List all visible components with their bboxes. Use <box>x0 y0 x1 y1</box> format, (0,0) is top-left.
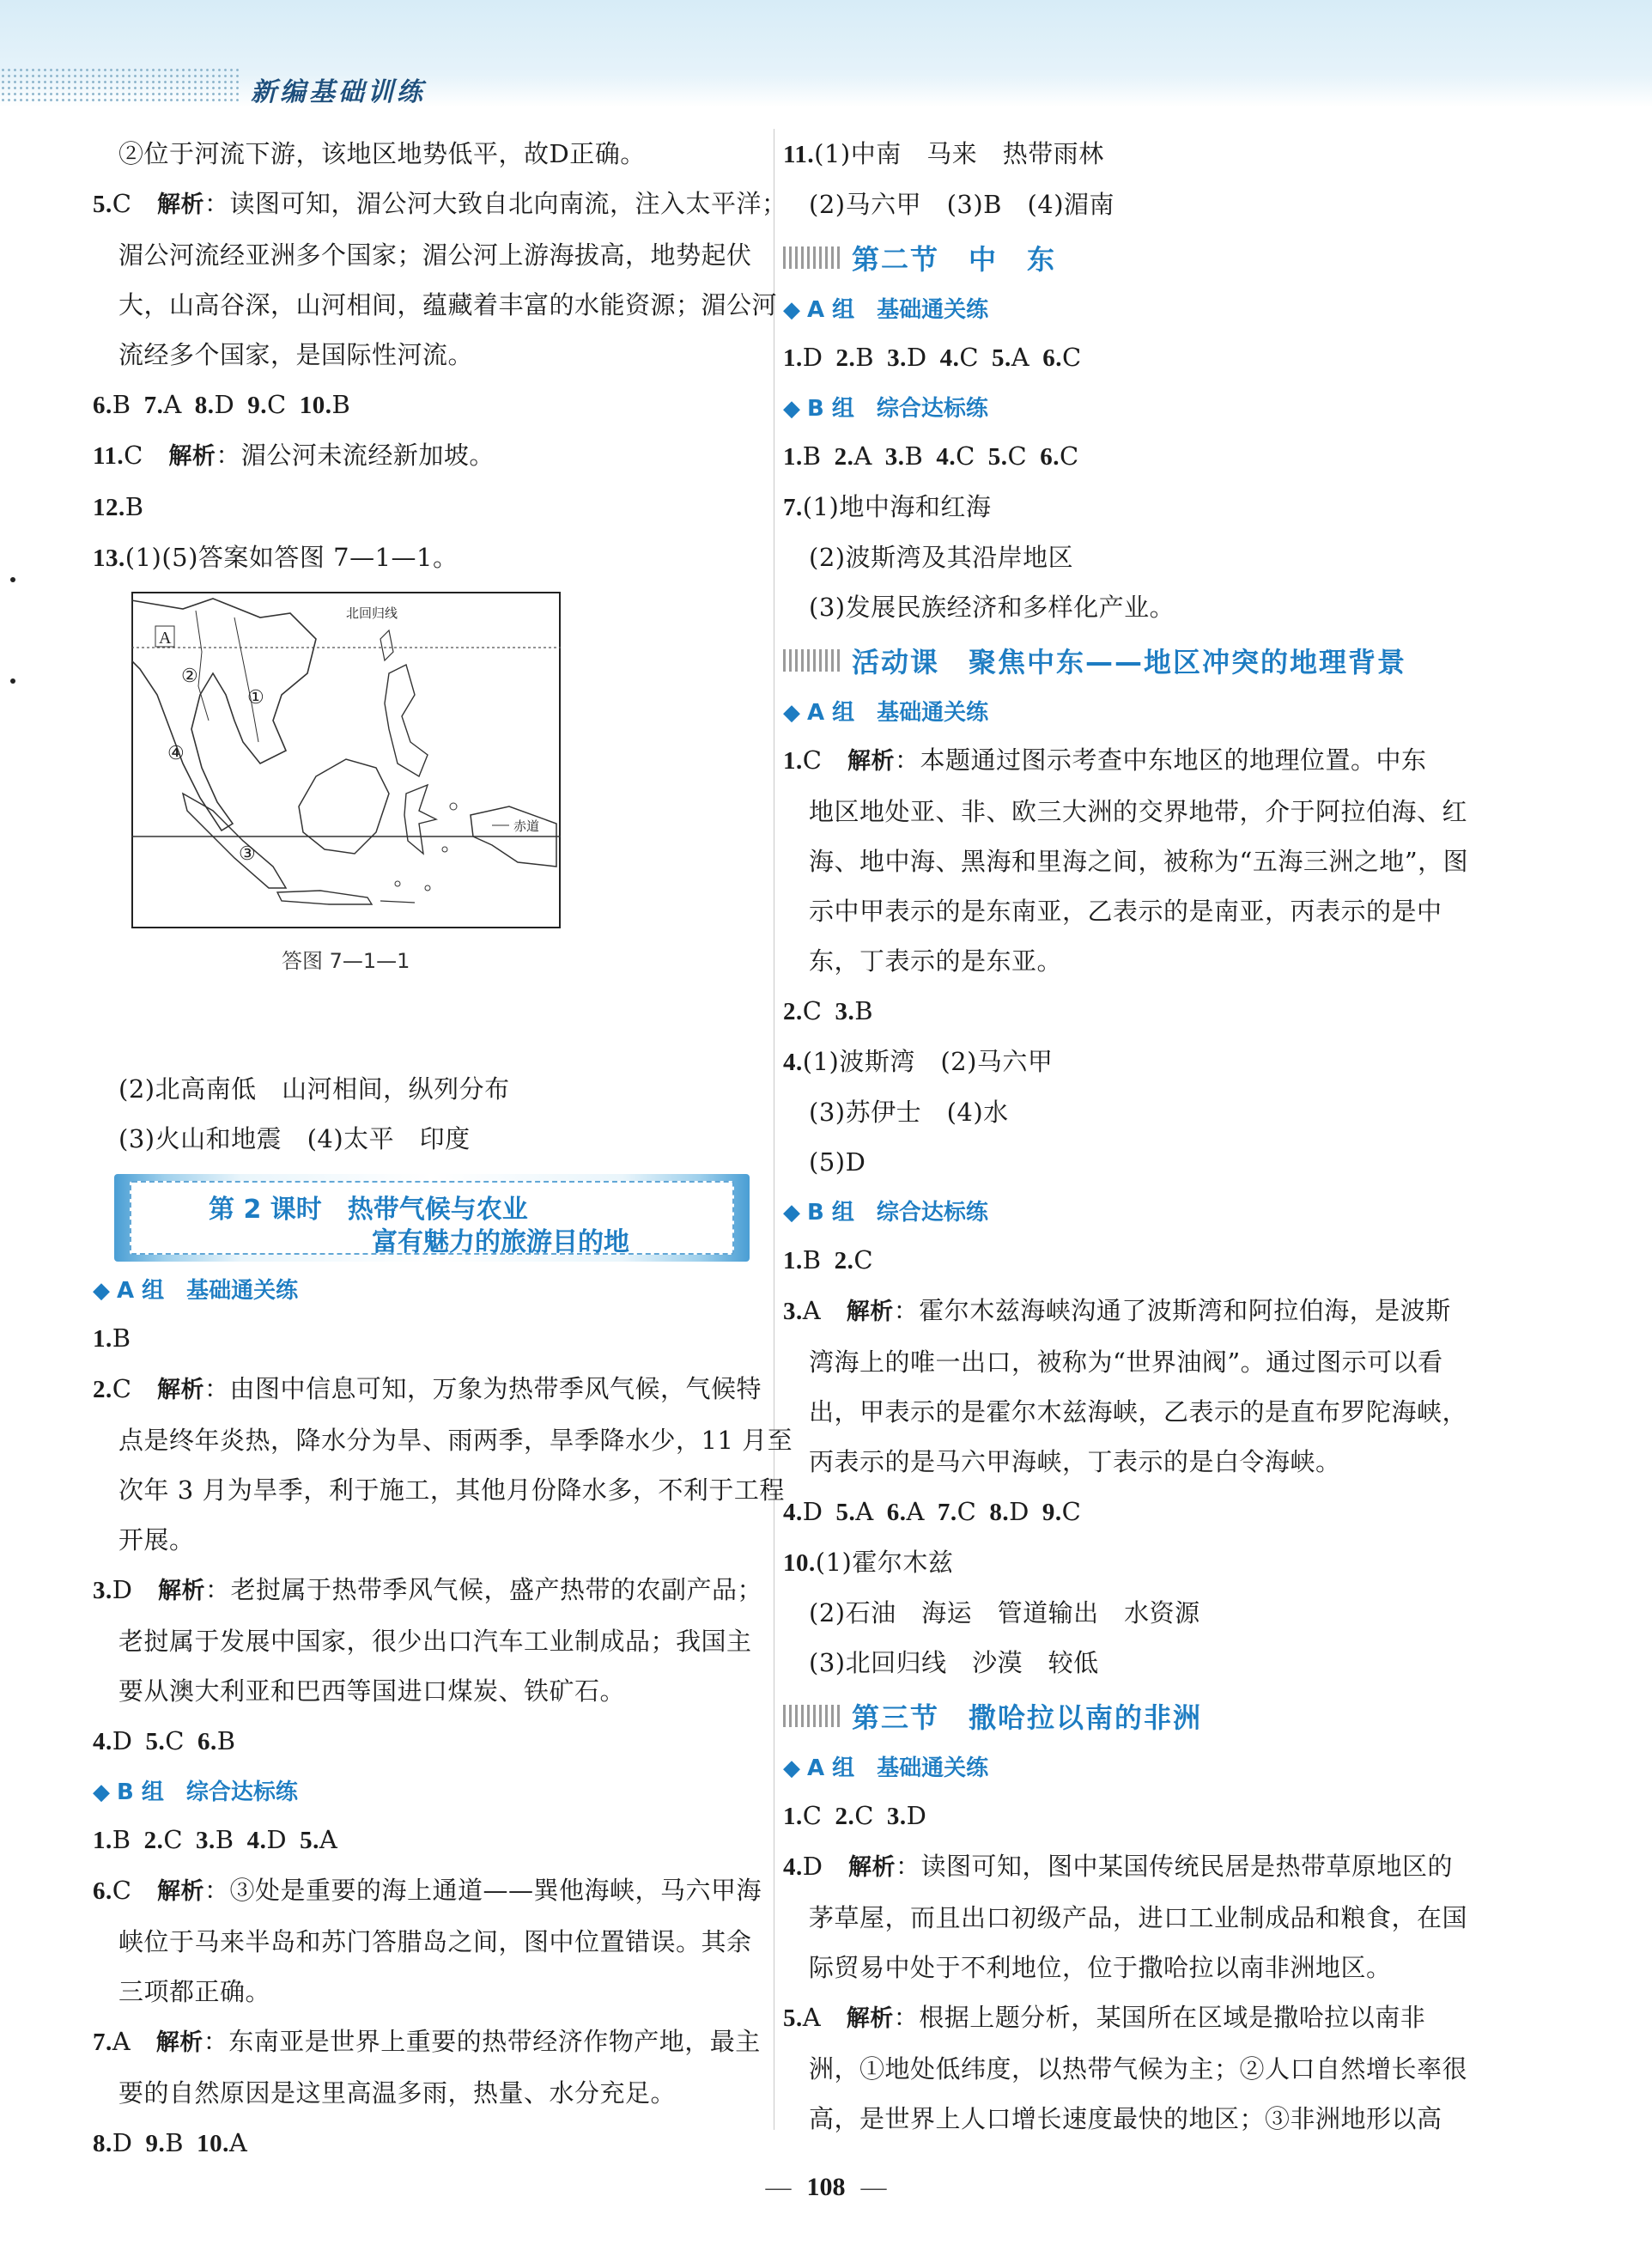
left-mid-answers <box>93 1064 767 1164</box>
diamond-icon: ◆ <box>783 297 800 323</box>
answer-text: B <box>165 2128 185 2157</box>
question-number: 10. <box>197 2130 229 2157</box>
answer-text: 湾海上的唯一出口，被称为“世界油阀”。通过图示可以看 <box>809 1347 1443 1377</box>
question-number: 1. <box>783 747 803 775</box>
diamond-icon: ◆ <box>93 1278 110 1304</box>
question-number: 6. <box>93 1877 112 1905</box>
lesson-title-line1: 第 2 课时 热带气候与农业 <box>209 1195 528 1225</box>
answer-text: A <box>163 390 182 419</box>
answer-line <box>93 1313 767 1364</box>
answer-line <box>93 2017 767 2068</box>
answer-text: C <box>163 1825 184 1854</box>
answer-text: (1)(5)答案如答图 7—1—1。 <box>125 543 459 572</box>
answer-line <box>93 1515 767 1565</box>
activity-group-a-answers <box>783 735 1469 1187</box>
question-number: 11. <box>783 141 815 168</box>
question-number: 4. <box>783 1049 803 1076</box>
question-number: 11. <box>93 442 125 470</box>
answer-line <box>783 332 1461 383</box>
question-number: 6. <box>1042 344 1062 372</box>
answer-line <box>93 2118 767 2169</box>
question-number: 3. <box>887 344 907 372</box>
answer-text: C <box>1062 343 1082 372</box>
answer-text: C <box>1007 441 1028 471</box>
question-number: 2. <box>834 1247 854 1274</box>
answer-line <box>783 532 1461 582</box>
southeast-asia-map <box>131 592 561 928</box>
question-number: 4. <box>783 1499 803 1526</box>
answer-line <box>783 2044 1468 2094</box>
answer-text: 海、地中海、黑海和里海之间，被称为“五海三洲之地”，图 <box>809 847 1469 876</box>
question-number: 6. <box>886 1499 907 1526</box>
answer-line <box>783 886 1461 936</box>
question-number: 5. <box>987 443 1008 471</box>
answer-line <box>93 1565 767 1616</box>
answer-text: B <box>125 492 144 521</box>
answer-line <box>93 482 767 532</box>
question-number: 6. <box>1040 443 1060 471</box>
answer-text: A <box>1011 343 1030 372</box>
right-column <box>783 129 1469 2144</box>
answer-line <box>783 1791 1461 1841</box>
book-series-title: 新编基础训练 <box>251 77 426 107</box>
lesson-title-frame <box>130 1181 734 1255</box>
answer-text: C <box>802 996 823 1025</box>
answer-line <box>93 1415 793 1465</box>
answer-line <box>93 1616 767 1666</box>
answer-line <box>93 1364 767 1415</box>
answer-text: (1)地中海和红海 <box>802 492 992 521</box>
page-header-band <box>0 0 1652 107</box>
answer-text: C <box>165 1726 185 1755</box>
answer-text: B <box>855 343 875 372</box>
answer-text: (2)石油 海运 管道输出 水资源 <box>809 1598 1200 1627</box>
answer-text: D <box>906 343 927 372</box>
question-number: 10. <box>299 392 332 419</box>
question-number: 2. <box>834 443 854 471</box>
explanation-label: 解析 <box>156 192 204 218</box>
answer-line <box>783 1588 1461 1638</box>
sec2-group-b-answers <box>783 431 1461 632</box>
answer-text: 流经多个国家，是国际性河流。 <box>118 340 474 369</box>
question-number: 7. <box>937 1499 957 1526</box>
answer-line <box>783 1387 1468 1437</box>
left-column <box>93 129 793 2169</box>
question-number: 7. <box>783 494 803 521</box>
answer-text: D <box>802 1852 823 1881</box>
explanation-label: 解析 <box>156 1878 204 1905</box>
answer-text: 要从澳大利亚和巴西等国进口煤炭、铁矿石。 <box>118 1676 626 1706</box>
question-number: 5. <box>145 1728 166 1755</box>
group-a-heading: ◆ A 组 基础通关练 <box>93 1278 299 1304</box>
question-number: 2. <box>783 998 803 1025</box>
answer-line <box>93 1114 767 1164</box>
question-number: 5. <box>783 2004 803 2032</box>
question-number: 7. <box>93 2029 112 2056</box>
question-number: 1. <box>783 344 803 372</box>
answer-text: 要的自然原因是这里高温多雨，热量、水分充足。 <box>118 2078 677 2108</box>
diamond-icon: ◆ <box>783 396 800 422</box>
answer-text: 峡位于马来半岛和苏门答腊岛之间，图中位置错误。其余 <box>118 1927 752 1956</box>
question-number: 13. <box>93 544 125 572</box>
answer-text: (2)北高南低 山河相间，纵列分布 <box>118 1074 510 1104</box>
answer-text: 三项都正确。 <box>118 1977 271 2006</box>
answer-text: (2)马六甲 (3)B (4)湄南 <box>809 190 1115 219</box>
question-number: 6. <box>197 1728 217 1755</box>
answer-line <box>783 1437 1461 1487</box>
answer-text: ②位于河流下游，该地区地势低平，故D正确。 <box>118 139 646 168</box>
answer-line <box>783 1087 1461 1137</box>
left-group-b-answers <box>93 1815 767 2169</box>
answer-text: C <box>957 1497 977 1526</box>
left-group-a-answers <box>93 1313 793 1767</box>
diamond-icon: ◆ <box>93 1779 110 1805</box>
answer-line <box>783 735 1461 787</box>
group-b-heading: ◆ B 组 综合达标练 <box>93 1779 298 1805</box>
explanation-text: ：霍尔木兹海峡沟通了波斯湾和阿拉伯海，是波斯 <box>893 1296 1451 1325</box>
group-a-heading: ◆ A 组 基础通关练 <box>783 1755 989 1781</box>
answer-text: D <box>112 1726 133 1755</box>
answer-text: B <box>112 1323 131 1353</box>
answer-text: D <box>112 1575 133 1604</box>
group-a-heading: ◆ A 组 基础通关练 <box>783 700 989 726</box>
group-a-heading: ◆ A 组 基础通关练 <box>783 297 989 323</box>
question-number: 9. <box>1042 1499 1062 1526</box>
answer-line <box>783 1337 1461 1387</box>
answer-line <box>783 1037 1461 1087</box>
answer-text: C <box>112 189 132 218</box>
lesson-title-banner <box>114 1174 750 1262</box>
answer-text: A <box>802 1296 822 1325</box>
answer-text: D <box>802 1497 823 1526</box>
group-b-heading: ◆ B 组 综合达标练 <box>783 396 988 422</box>
answer-text: D <box>112 2128 133 2157</box>
section-heading-activity: 活动课 聚焦中东——地区冲突的地理背景 <box>783 634 1461 687</box>
answer-line <box>783 1286 1461 1337</box>
answer-line <box>783 129 1461 179</box>
sec2-group-a-answers <box>783 332 1461 383</box>
answer-line <box>93 230 767 280</box>
answer-text: 茅草屋，而且出口初级产品，进口工业制成品和粮食，在国 <box>809 1903 1468 1932</box>
explanation-text: ：老挝属于热带季风气候，盛产热带的农副产品； <box>205 1575 763 1604</box>
question-number: 4. <box>939 344 960 372</box>
answer-text: (5)D <box>809 1147 866 1177</box>
answer-text: C <box>853 1245 874 1274</box>
question-number: 9. <box>247 392 268 419</box>
answer-text: 东，丁表示的是东亚。 <box>809 946 1063 976</box>
question-number: 1. <box>783 1247 803 1274</box>
answer-text: (1)波斯湾 (2)马六甲 <box>802 1047 1054 1076</box>
question-number: 1. <box>783 443 803 471</box>
answer-text: (3)苏伊士 (4)水 <box>809 1098 1009 1127</box>
margin-dot <box>10 577 15 582</box>
answer-line <box>783 179 1461 229</box>
section-bars-icon <box>783 649 841 672</box>
header-dot-pattern <box>0 67 240 103</box>
answer-line <box>93 1666 767 1716</box>
answer-line <box>93 330 767 380</box>
answer-line <box>783 936 1461 986</box>
answer-line <box>93 1465 785 1515</box>
map-tropic-label: 北回归线 <box>346 605 398 621</box>
answer-text: A <box>855 1497 874 1526</box>
answer-line <box>93 380 767 430</box>
explanation-label: 解析 <box>848 1854 896 1881</box>
answer-line <box>93 1815 767 1865</box>
answer-line <box>783 787 1468 836</box>
question-number: 5. <box>93 191 112 218</box>
answer-text: B <box>802 1245 822 1274</box>
answer-line <box>93 129 767 179</box>
question-number: 3. <box>196 1827 216 1854</box>
question-number: 8. <box>989 1499 1010 1526</box>
answer-line <box>783 1992 1461 2044</box>
answer-text: B <box>112 390 131 419</box>
question-number: 7. <box>143 392 164 419</box>
question-number: 5. <box>835 1499 856 1526</box>
explanation-label: 解析 <box>847 748 895 775</box>
explanation-label: 解析 <box>156 1377 204 1403</box>
explanation-text: ：③处是重要的海上通道——巽他海峡，马六甲海 <box>203 1876 762 1905</box>
answer-line <box>783 2094 1461 2144</box>
answer-line <box>783 482 1461 532</box>
answer-line <box>783 1235 1461 1286</box>
question-number: 2. <box>93 1376 112 1403</box>
explanation-label: 解析 <box>846 2005 894 2032</box>
answer-text: 出，甲表示的是霍尔木兹海峡，乙表示的是直布罗陀海峡， <box>809 1397 1468 1427</box>
diamond-icon: ◆ <box>783 1200 800 1226</box>
answer-text: B <box>854 996 874 1025</box>
answer-text: A <box>112 2027 131 2056</box>
answer-text: A <box>319 1825 338 1854</box>
answer-text: 开展。 <box>118 1525 195 1554</box>
explanation-label: 解析 <box>155 2029 203 2056</box>
answer-line <box>93 1917 767 1967</box>
answer-text: (3)发展民族经济和多样化产业。 <box>809 593 1175 622</box>
group-b-heading: ◆ B 组 综合达标练 <box>783 1200 988 1226</box>
answer-line <box>783 582 1461 632</box>
question-number: 4. <box>783 1853 803 1881</box>
answer-text: C <box>802 1801 823 1830</box>
answer-line <box>783 1487 1461 1537</box>
answer-text: (1)中南 马来 热带雨林 <box>814 139 1104 168</box>
explanation-text: ：根据上题分析，某国所在区域是撒哈拉以南非 <box>893 2003 1426 2032</box>
answer-text: A <box>802 2003 822 2032</box>
answer-text: C <box>959 343 980 372</box>
answer-text: 际贸易中处于不利地位，位于撒哈拉以南非洲地区。 <box>809 1953 1392 1982</box>
answer-line <box>783 1638 1461 1688</box>
map-equator-label: 赤道 <box>513 818 540 834</box>
answer-text: (3)火山和地震 (4)太平 印度 <box>118 1124 471 1153</box>
explanation-text: ：读图可知，图中某国传统民居是热带草原地区的 <box>896 1852 1454 1881</box>
question-number: 2. <box>143 1827 164 1854</box>
answer-text: 大，山高谷深，山河相间，蕴藏着丰富的水能资源；湄公河 <box>118 290 778 319</box>
explanation-text: ：读图可知，湄公河大致自北向南流，注入太平洋； <box>203 189 787 218</box>
question-number: 4. <box>93 1728 112 1755</box>
diamond-icon: ◆ <box>783 1755 800 1781</box>
answer-text: A <box>906 1497 925 1526</box>
answer-text: D <box>802 343 823 372</box>
map-caption: 答图 7—1—1 <box>282 949 410 973</box>
explanation-label: 解析 <box>168 443 216 470</box>
question-number: 3. <box>886 1803 907 1830</box>
answer-text: C <box>124 441 143 470</box>
page-number: — 108 — <box>765 2173 887 2201</box>
question-number: 12. <box>93 494 125 521</box>
question-number: 6. <box>93 392 112 419</box>
answer-line <box>93 280 778 330</box>
answer-line <box>93 1064 767 1114</box>
answer-text: B <box>216 1726 236 1755</box>
question-number: 8. <box>93 2130 112 2157</box>
explanation-text: ：湄公河未流经新加坡。 <box>216 441 495 470</box>
answer-text: D <box>266 1825 288 1854</box>
answer-text: C <box>112 1374 132 1403</box>
answer-line <box>783 1841 1461 1893</box>
question-number: 4. <box>936 443 957 471</box>
answer-line <box>93 2068 767 2118</box>
answer-text: 老挝属于发展中国家，很少出口汽车工业制成品；我国主 <box>118 1627 752 1656</box>
answer-text: C <box>1059 441 1079 471</box>
explanation-text: ：由图中信息可知，万象为热带季风气候，气候特 <box>203 1374 762 1403</box>
diamond-icon: ◆ <box>783 700 800 726</box>
answer-text: A <box>228 2128 248 2157</box>
section-bars-icon <box>783 246 841 269</box>
answer-text: (2)波斯湾及其沿岸地区 <box>809 543 1074 572</box>
answer-text: 高，是世界上人口增长速度最快的地区；③非洲地形以高 <box>809 2104 1442 2133</box>
answer-text: 地区地处亚、非、欧三大洲的交界地带，介于阿拉伯海、红 <box>809 797 1468 826</box>
explanation-text: ：本题通过图示考查中东地区的地理位置。中东 <box>894 745 1427 775</box>
section-bars-icon <box>783 1705 841 1727</box>
map-marker-2: ② <box>181 666 198 687</box>
section-heading-subsaharan-africa: 第三节 撒哈拉以南的非洲 <box>783 1689 1461 1743</box>
answer-line <box>93 532 767 583</box>
answer-text: 次年 3 月为旱季，利于施工，其他月份降水多，不利于工程 <box>118 1475 785 1505</box>
explanation-text: ：东南亚是世界上重要的热带经济作物产地，最主 <box>203 2027 761 2056</box>
question-number: 2. <box>835 1803 855 1830</box>
answer-line <box>93 1865 767 1917</box>
answer-text: 湄公河流经亚洲多个国家；湄公河上游海拔高，地势起伏 <box>118 240 752 270</box>
answer-text: 洲，①地处低纬度，以热带气候为主；②人口自然增长率很 <box>809 2054 1468 2084</box>
question-number: 9. <box>145 2130 166 2157</box>
answer-text: (3)北回归线 沙漠 较低 <box>809 1648 1099 1677</box>
question-number: 4. <box>246 1827 267 1854</box>
answer-text: B <box>112 1825 131 1854</box>
answer-text: B <box>331 390 351 419</box>
map-marker-a: A <box>159 629 172 648</box>
answer-text: D <box>214 390 235 419</box>
explanation-label: 解析 <box>846 1299 894 1325</box>
answer-text: C <box>112 1876 132 1905</box>
question-number: 2. <box>835 344 856 372</box>
answer-line <box>93 1967 767 2017</box>
answer-text: 点是终年炎热，降水分为旱、雨两季，旱季降水少，11 月至 <box>118 1426 793 1455</box>
question-number: 1. <box>783 1803 803 1830</box>
answer-text: D <box>1009 1497 1029 1526</box>
answer-text: C <box>956 441 975 471</box>
activity-group-b-answers <box>783 1235 1468 1688</box>
question-number: 3. <box>884 443 905 471</box>
map-marker-1: ① <box>247 687 264 709</box>
section-heading-middle-east: 第二节 中 东 <box>783 231 1461 284</box>
margin-dot <box>10 678 15 684</box>
answer-text: C <box>1061 1497 1082 1526</box>
question-number: 3. <box>93 1577 112 1604</box>
question-number: 1. <box>93 1325 112 1353</box>
answer-line <box>783 1943 1461 1992</box>
right-top-answers <box>783 129 1461 229</box>
answer-text: C <box>854 1801 874 1830</box>
answer-text: 丙表示的是马六甲海峡，丁表示的是白令海峡。 <box>809 1447 1341 1476</box>
question-number: 1. <box>93 1827 112 1854</box>
answer-line <box>93 430 767 482</box>
answer-line <box>93 1716 767 1767</box>
sec3-group-a-answers <box>783 1791 1468 2144</box>
answer-line <box>783 1537 1461 1588</box>
answer-text: B <box>215 1825 234 1854</box>
answer-text: C <box>267 390 287 419</box>
answer-line <box>783 431 1461 482</box>
answer-text: (1)霍尔木兹 <box>815 1548 954 1577</box>
answer-text: C <box>802 745 823 775</box>
question-number: 10. <box>783 1549 816 1577</box>
map-marker-4: ④ <box>167 743 185 764</box>
left-top-answers <box>93 129 787 583</box>
answer-line <box>783 836 1469 886</box>
answer-map-figure <box>93 583 767 1064</box>
question-number: 5. <box>992 344 1011 372</box>
answer-text: B <box>904 441 924 471</box>
answer-line <box>783 1137 1461 1187</box>
answer-line <box>93 179 787 230</box>
answer-line <box>783 986 1461 1037</box>
question-number: 8. <box>194 392 215 419</box>
explanation-label: 解析 <box>158 1578 206 1604</box>
answer-text: B <box>802 441 822 471</box>
question-number: 3. <box>835 998 855 1025</box>
question-number: 5. <box>300 1827 319 1854</box>
answer-line <box>783 1893 1468 1943</box>
answer-text: D <box>906 1801 927 1830</box>
lesson-title-line2: 富有魅力的旅游目的地 <box>372 1227 629 1257</box>
map-marker-3: ③ <box>239 843 256 865</box>
answer-text: A <box>853 441 872 471</box>
answer-text: 示中甲表示的是东南亚，乙表示的是南亚，丙表示的是中 <box>809 897 1442 926</box>
question-number: 3. <box>783 1298 803 1325</box>
